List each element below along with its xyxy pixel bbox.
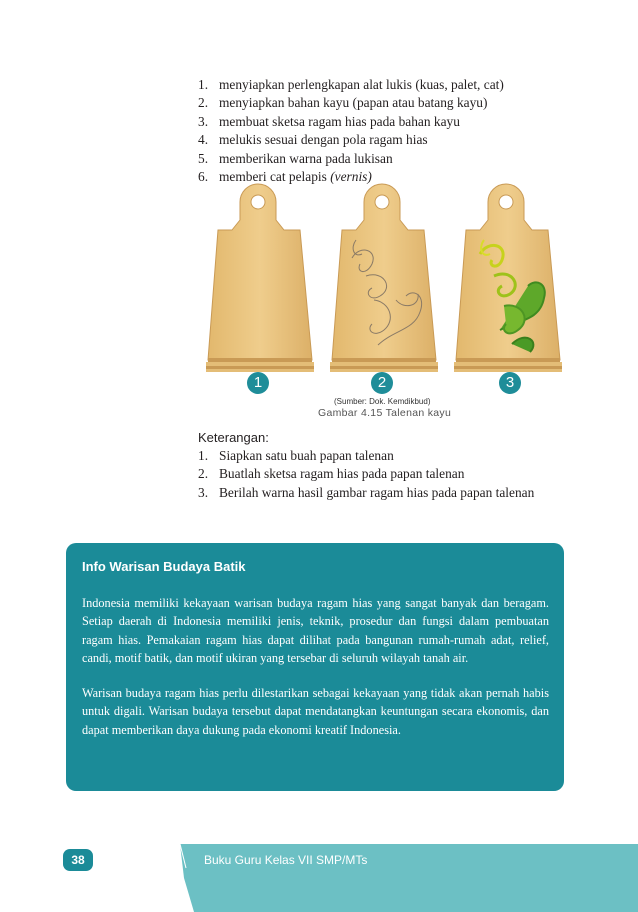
board-3-colored <box>454 184 562 372</box>
board-1-blank <box>206 184 314 372</box>
board-number-badge-3: 3 <box>499 372 521 394</box>
page-number: 38 <box>63 849 93 871</box>
info-paragraph: Indonesia memiliki kekayaan warisan budaya ragam hias yang sangat banyak dan beragam. Setiap daerah di Indonesia memiliki jenis, teknik, prosedur dan fungsi dalam pembuatan ragam hias. Pemakaian ragam hias dapat dilihat pada bangunan rumah-rumah adat, relief, candi, motif batik, dan motif ukiran yang tersebar di seluruh wilayah tanah air. <box>82 596 549 665</box>
board-number-badge-1: 1 <box>247 372 269 394</box>
board-2-sketch <box>330 184 438 372</box>
keterangan-item: 2. Buatlah sketsa ragam hias pada papan talenan <box>198 466 465 482</box>
keterangan-item: 1. Siapkan satu buah papan talenan <box>198 448 394 463</box>
info-box <box>66 543 564 791</box>
step-item: 6. memberi cat pelapis (vernis) <box>198 169 372 185</box>
footer-band <box>0 838 638 912</box>
footer-book-title: Buku Guru Kelas VII SMP/MTs <box>204 853 368 867</box>
keterangan-heading: Keterangan: <box>198 430 269 445</box>
step-item: 5. memberikan warna pada lukisan <box>198 150 393 166</box>
keterangan-list <box>198 447 534 502</box>
cutting-board-illustration <box>0 180 638 410</box>
step-item: 3. membuat sketsa ragam hias pada bahan kayu <box>198 113 460 129</box>
keterangan-item: 3. Berilah warna hasil gambar ragam hias pada papan talenan <box>198 484 535 500</box>
step-item: 4. melukis sesuai dengan pola ragam hias <box>198 132 428 148</box>
step-item: 1. menyiapkan perlengkapan alat lukis (kuas, palet, cat) <box>198 77 504 92</box>
figure-source: (Sumber: Dok. Kemdikbud) <box>334 397 431 406</box>
info-paragraph: Warisan budaya ragam hias perlu dilestarikan sebagai kekayaan yang tidak akan pernah habis untuk digali. Warisan budaya tersebut dapat mendatangkan keuntungan secara ekonomis, dan dapat memberikan daya dukung pada ekonomi kreatif Indonesia. <box>82 686 549 737</box>
step-item: 2. menyiapkan bahan kayu (papan atau batang kayu) <box>198 95 488 111</box>
info-box-title: Info Warisan Budaya Batik <box>82 559 246 574</box>
procedure-steps-list <box>198 76 598 186</box>
figure-caption: Gambar 4.15 Talenan kayu <box>318 407 452 419</box>
board-number-badge-2: 2 <box>371 372 393 394</box>
